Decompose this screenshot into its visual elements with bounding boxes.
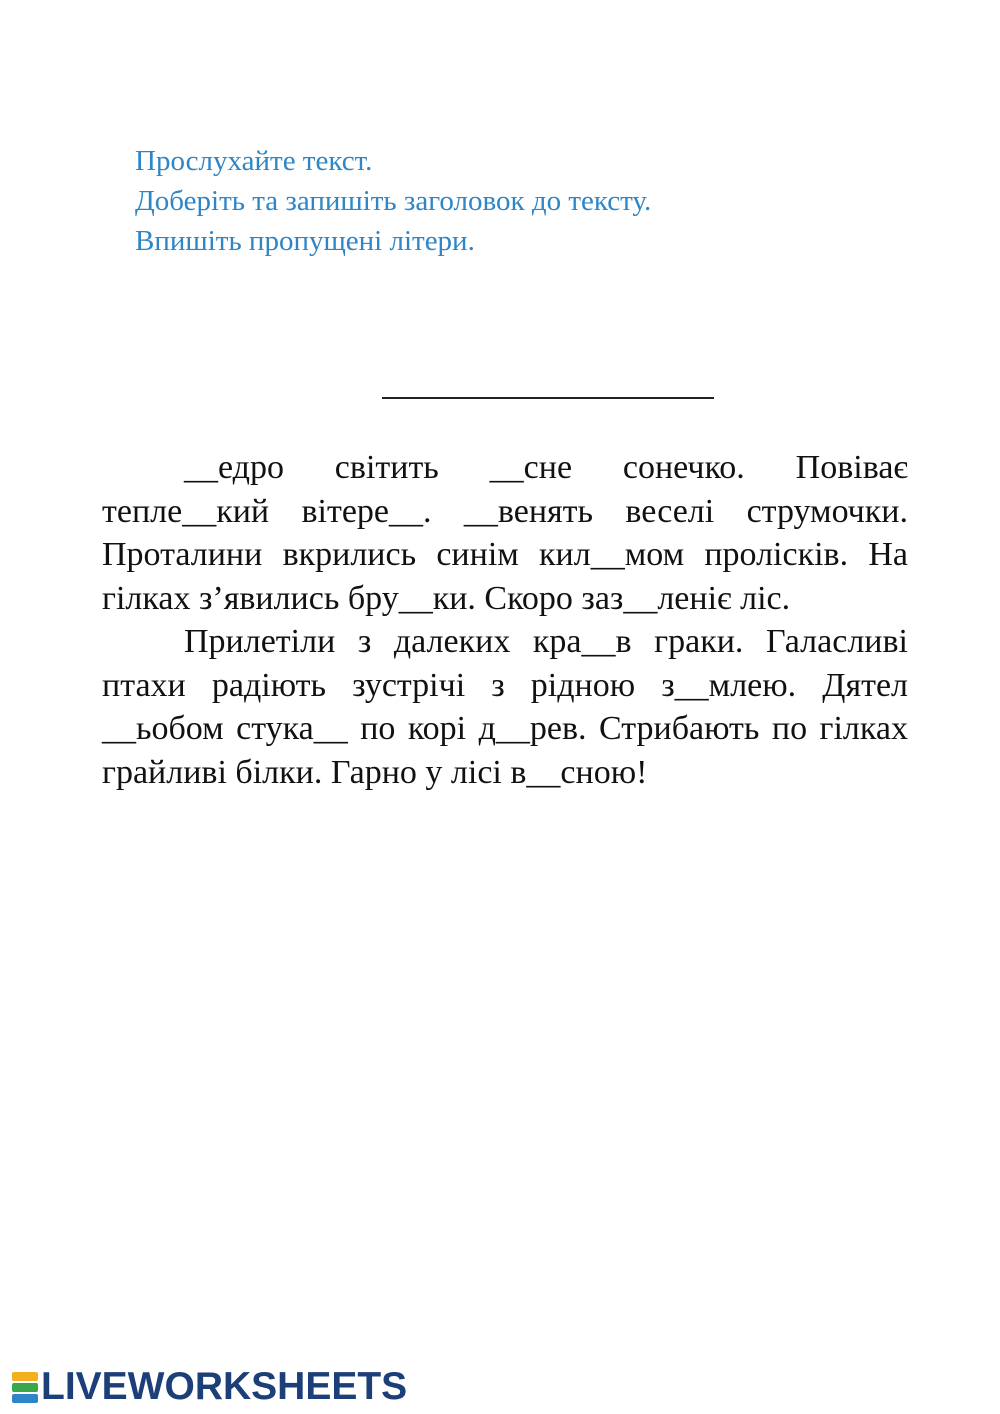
instruction-line-title: Доберіть та запишіть заголовок до тексту. — [135, 185, 652, 217]
logo-mark-bar — [12, 1372, 38, 1381]
title-blank-line[interactable] — [382, 397, 714, 399]
liveworksheets-logo — [12, 1364, 407, 1410]
story-paragraph-2: Прилетіли з далеких кра__в граки. Галасливі птахи радіють зустрічі з рідною з__млею. Дятел __ьобом стука__ по корі д__рев. Стрибають по гілках грайливі білки. Гарно у лісі в__сною! — [102, 623, 908, 791]
liveworksheets-mark-icon — [12, 1370, 38, 1404]
instruction-line-letters: Впишіть пропущені літери. — [135, 225, 475, 257]
logo-text: LIVEWORKSHEETS — [41, 1365, 408, 1408]
story-text — [102, 446, 908, 794]
logo-mark-bar — [12, 1394, 38, 1403]
story-paragraph-1: __едро світить __сне сонечко. Повіває тепле__кий вітере__. __венять веселі струмочки. Проталини вкрились синім кил__мом пролісків. На гілках з’явились бру__ки. Скоро заз__леніє ліс. — [102, 449, 908, 617]
instructions-block — [135, 141, 651, 261]
logo-mark-bar — [12, 1383, 38, 1392]
instruction-line-listen: Прослухайте текст. — [135, 145, 373, 177]
